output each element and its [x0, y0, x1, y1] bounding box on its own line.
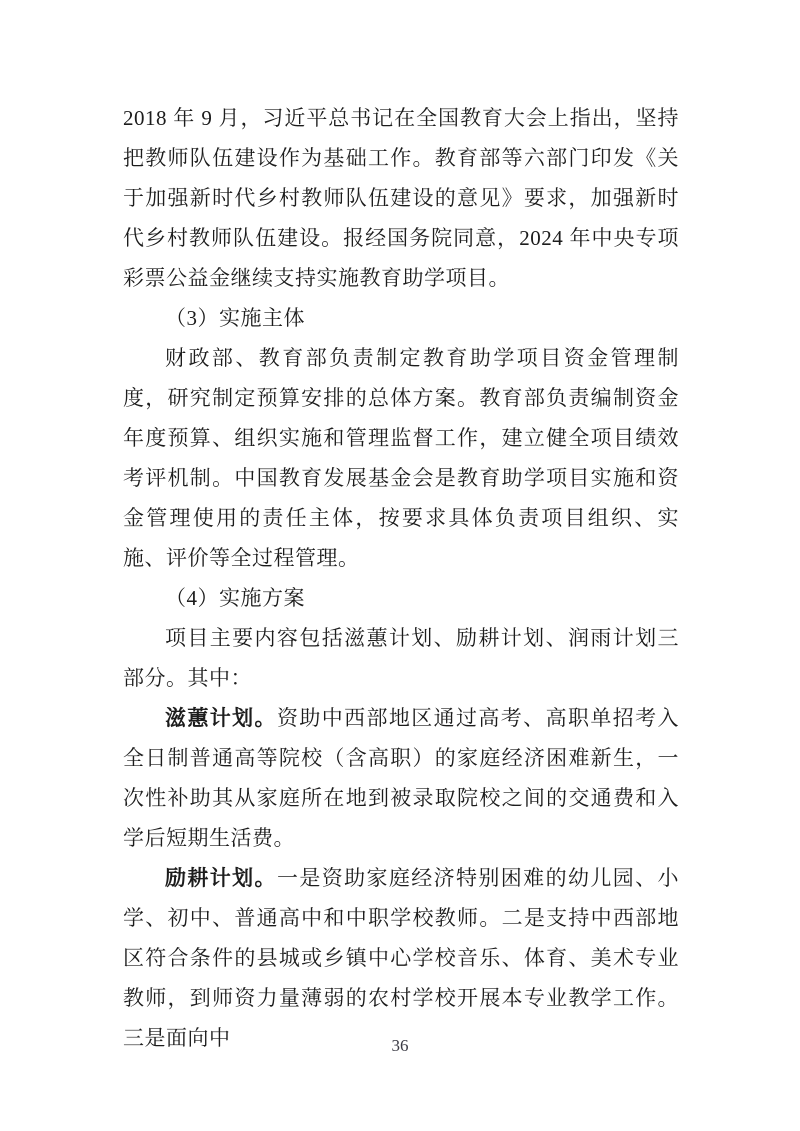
paragraph: 财政部、教育部负责制定教育助学项目资金管理制度，研究制定预算安排的总体方案。教育部负责编制资金年度预算、组织实施和管理监督工作，建立健全项目绩效考评机制。中国教育发展基金会是教育助学项目实施和资金管理使用的责任主体，按要求具体负责项目组织、实施、评价等全过程管理。	[123, 346, 679, 570]
paragraph: 项目主要内容包括滋蕙计划、励耕计划、润雨计划三部分。其中：	[123, 626, 679, 690]
paragraph-lead-bold: 滋蕙计划。	[165, 706, 277, 730]
paragraph: 滋蕙计划。资助中西部地区通过高考、高职单招考入全日制普通高等院校（含高职）的家庭经济困难新生，一次性补助其从家庭所在地到被录取院校之间的交通费和入学后短期生活费。	[123, 706, 680, 850]
section-heading: （4）实施方案	[165, 586, 305, 610]
section-heading: （3）实施主体	[165, 306, 305, 330]
paragraph: 2018 年 9 月，习近平总书记在全国教育大会上指出，坚持把教师队伍建设作为基础工作。教育部等六部门印发《关于加强新时代乡村教师队伍建设的意见》要求，加强新时代乡村教师队伍建设。报经国务院同意，2024 年中央专项彩票公益金继续支持实施教育助学项目。	[123, 106, 679, 290]
paragraph: 励耕计划。一是资助家庭经济特别困难的幼儿园、小学、初中、普通高中和中职学校教师。二是支持中西部地区符合条件的县城或乡镇中心学校音乐、体育、美术专业教师，到师资力量薄弱的农村学校开展本专业教学工作。三是面向中	[123, 866, 680, 1050]
page-number: 36	[391, 1036, 409, 1055]
document-body	[123, 98, 679, 1058]
paragraph-lead-bold: 励耕计划。	[165, 866, 277, 890]
